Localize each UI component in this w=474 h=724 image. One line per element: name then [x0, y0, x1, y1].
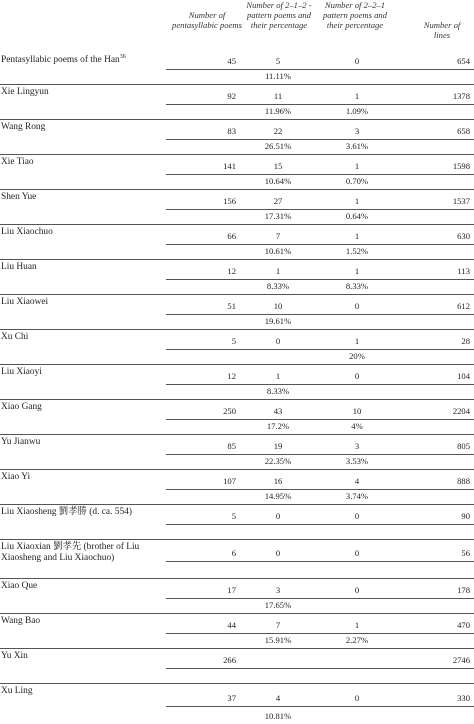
row-name-text: Pentasyllabic poems of the Han	[1, 55, 120, 66]
cell-line-count: 612	[457, 301, 470, 311]
cell-poem-count: 51	[227, 301, 236, 311]
cell-212-percent: 22.35%	[264, 456, 292, 466]
cell-poem-count: 250	[223, 406, 236, 416]
cell-line-count: 56	[461, 548, 470, 558]
row-divider	[166, 139, 474, 140]
cell-212-count: 16	[273, 476, 283, 486]
cell-212-percent: 8.33%	[266, 386, 290, 396]
cell-221-count: 3	[354, 441, 360, 451]
row-name	[0, 330, 166, 364]
table-row	[0, 579, 474, 614]
cell-221-percent: 8.33%	[345, 281, 369, 291]
table-row	[0, 260, 474, 295]
row-name	[0, 155, 166, 189]
cell-line-count: 104	[457, 371, 470, 381]
row-name-text: Yu Jianwu	[1, 437, 41, 447]
cell-212-percent: 17.2%	[266, 421, 290, 431]
row-name-text: Xie Tiao	[1, 157, 34, 167]
cell-poem-count: 266	[223, 655, 236, 665]
cell-221-count: 0	[354, 511, 360, 521]
cell-212-percent: 17.65%	[264, 600, 292, 610]
cell-poem-count: 5	[231, 511, 236, 521]
row-name	[0, 190, 166, 224]
cell-212-percent: 15.91%	[264, 635, 292, 645]
row-name-text: Xiao Yi	[1, 472, 31, 482]
cell-line-count: 470	[457, 620, 470, 630]
row-name-text: Liu Huan	[1, 262, 37, 272]
row-divider	[166, 244, 474, 245]
cell-221-count: 3	[354, 126, 360, 136]
cell-212-count: 1	[275, 371, 281, 381]
table-row	[0, 225, 474, 260]
cell-212-count: 0	[275, 548, 281, 558]
header-lines: Number of lines	[423, 20, 461, 40]
row-name	[0, 505, 166, 539]
row-divider	[166, 384, 474, 385]
row-name	[0, 120, 166, 154]
cell-212-percent: 26.51%	[264, 141, 292, 151]
cell-221-count: 1	[354, 336, 360, 346]
cell-212-count: 15	[273, 161, 283, 171]
cell-poem-count: 12	[227, 371, 236, 381]
cell-line-count: 2746	[452, 655, 470, 665]
cell-poem-count: 45	[227, 56, 236, 66]
table-row	[0, 400, 474, 435]
cell-line-count: 90	[461, 511, 470, 521]
table-row	[0, 470, 474, 505]
cell-poem-count: 12	[227, 266, 236, 276]
cell-221-percent: 0.64%	[345, 211, 369, 221]
row-name	[0, 649, 166, 683]
row-name-text: Xu Chi	[1, 332, 29, 342]
cell-221-percent: 4%	[351, 421, 363, 431]
row-name-text: Xu Ling	[1, 686, 33, 696]
cell-221-percent: 0.70%	[345, 176, 369, 186]
cell-212-percent: 8.33%	[266, 281, 290, 291]
row-name-text: Liu Xiaowei	[1, 297, 49, 307]
cell-line-count: 1598	[452, 161, 470, 171]
cell-212-percent: 10.61%	[264, 246, 292, 256]
cell-poem-count: 141	[223, 161, 236, 171]
row-divider	[166, 349, 474, 350]
cell-221-percent: 1.09%	[345, 106, 369, 116]
row-name	[0, 365, 166, 399]
cell-221-count: 0	[354, 371, 360, 381]
cell-212-count: 22	[273, 126, 283, 136]
row-name	[0, 400, 166, 434]
table-row	[0, 155, 474, 190]
cell-poem-count: 92	[227, 91, 236, 101]
table-row	[0, 684, 474, 724]
header-221-pattern: Number of 2–2–1 pattern poems and their percentage	[323, 0, 387, 30]
cell-line-count: 630	[457, 231, 470, 241]
row-name	[0, 614, 166, 648]
row-name	[0, 295, 166, 329]
cell-line-count: 330	[457, 693, 470, 703]
cell-212-percent: 11.11%	[265, 71, 291, 81]
row-divider	[166, 524, 474, 525]
row-name-text: Liu Xiaochuo	[1, 227, 53, 237]
cell-212-count: 7	[275, 231, 281, 241]
row-name	[0, 225, 166, 259]
row-name-text: Xie Lingyun	[1, 87, 49, 97]
row-name	[0, 540, 166, 578]
row-name	[0, 684, 166, 724]
row-divider	[166, 69, 474, 70]
table-row	[0, 330, 474, 365]
row-divider	[166, 489, 474, 490]
cell-221-percent: 20%	[349, 351, 365, 361]
cell-212-count: 19	[273, 441, 283, 451]
cell-line-count: 1537	[452, 196, 470, 206]
cell-212-percent: 10.81%	[264, 711, 292, 721]
cell-221-count: 1	[354, 266, 360, 276]
row-divider	[166, 598, 474, 599]
cell-212-percent: 17.31%	[264, 211, 292, 221]
table-row	[0, 649, 474, 684]
table-row	[0, 540, 474, 579]
cell-212-percent: 10.64%	[264, 176, 292, 186]
cell-221-count: 1	[354, 161, 360, 171]
row-name-text: Wang Bao	[1, 616, 41, 626]
cell-212-count: 5	[275, 56, 281, 66]
cell-line-count: 1378	[452, 91, 470, 101]
row-name	[0, 470, 166, 504]
cell-poem-count: 107	[223, 476, 236, 486]
cell-poem-count: 17	[227, 585, 236, 595]
cell-poem-count: 85	[227, 441, 236, 451]
row-name	[0, 260, 166, 294]
cell-212-count: 43	[273, 406, 283, 416]
table-row	[0, 190, 474, 225]
row-divider	[166, 279, 474, 280]
row-name	[0, 50, 166, 84]
cell-line-count: 2204	[452, 406, 470, 416]
cell-221-count: 0	[354, 56, 360, 66]
cell-221-count: 1	[354, 91, 360, 101]
cell-221-percent: 1.52%	[345, 246, 369, 256]
cell-221-count: 0	[354, 301, 360, 311]
row-divider	[166, 668, 474, 669]
cell-221-count: 0	[354, 548, 360, 558]
table-row	[0, 50, 474, 85]
header-pentasyllabic: Number of pentasyllabic poems	[172, 10, 242, 30]
row-name	[0, 435, 166, 469]
cell-poem-count: 44	[227, 620, 236, 630]
row-name-text: Wang Rong	[1, 122, 46, 132]
row-divider	[166, 561, 474, 562]
cell-212-count: 27	[273, 196, 283, 206]
table-row	[0, 85, 474, 120]
cell-221-percent: 3.61%	[345, 141, 369, 151]
cell-212-count: 0	[275, 336, 281, 346]
cell-line-count: 113	[457, 266, 470, 276]
row-divider	[166, 174, 474, 175]
table-row	[0, 365, 474, 400]
row-name-text: Shen Yue	[1, 192, 37, 202]
cell-221-count: 10	[352, 406, 362, 416]
row-name-text: Xiao Gang	[1, 402, 42, 412]
cell-212-percent: 11.96%	[264, 106, 292, 116]
cell-poem-count: 83	[227, 126, 236, 136]
cell-221-count: 1	[354, 196, 360, 206]
cell-line-count: 178	[457, 585, 470, 595]
row-name-text: Liu Xiaosheng 劉孝勝 (d. ca. 554)	[1, 507, 132, 517]
cell-line-count: 888	[457, 476, 470, 486]
footnote-marker: 36	[119, 54, 126, 60]
cell-line-count: 805	[457, 441, 470, 451]
row-divider	[166, 706, 474, 707]
row-name	[0, 579, 166, 613]
row-divider	[166, 454, 474, 455]
row-divider	[166, 633, 474, 634]
row-name-text: Liu Xiaoxian 劉孝先 (brother of Liu Xiaosheng and Liu Xiaochuo)	[1, 542, 140, 563]
table-row	[0, 614, 474, 649]
row-name-text: Yu Xin	[1, 651, 28, 661]
cell-221-percent: 3.53%	[345, 456, 369, 466]
cell-212-count: 7	[275, 620, 281, 630]
cell-212-count: 3	[275, 585, 281, 595]
table-row	[0, 435, 474, 470]
row-name-text: Liu Xiaoyi	[1, 367, 42, 377]
cell-221-count: 0	[354, 585, 360, 595]
cell-212-percent: 14.95%	[264, 491, 292, 501]
table-body	[0, 50, 474, 724]
cell-poem-count: 6	[231, 548, 236, 558]
cell-212-count: 1	[275, 266, 281, 276]
cell-line-count: 654	[457, 56, 470, 66]
cell-212-count: 4	[275, 693, 281, 703]
row-divider	[166, 419, 474, 420]
row-divider	[166, 314, 474, 315]
cell-212-count: 10	[273, 301, 283, 311]
cell-poem-count: 156	[223, 196, 236, 206]
cell-221-percent: 2.27%	[345, 635, 369, 645]
cell-221-count: 0	[354, 693, 360, 703]
cell-line-count: 658	[457, 126, 470, 136]
cell-poem-count: 37	[227, 693, 236, 703]
row-divider	[166, 209, 474, 210]
row-name	[0, 85, 166, 119]
cell-line-count: 28	[461, 336, 470, 346]
cell-212-count: 0	[275, 511, 281, 521]
cell-212-percent: 19.61%	[264, 316, 292, 326]
cell-221-count: 1	[354, 231, 360, 241]
cell-poem-count: 66	[227, 231, 236, 241]
row-divider	[166, 104, 474, 105]
table-row	[0, 505, 474, 540]
cell-poem-count: 5	[231, 336, 236, 346]
cell-212-count: 11	[273, 91, 283, 101]
table-row	[0, 295, 474, 330]
header-212-pattern: Number of 2–1–2 -pattern poems and their percentage	[246, 0, 312, 30]
table-row	[0, 120, 474, 155]
cell-221-percent: 3.74%	[345, 491, 369, 501]
cell-221-count: 4	[354, 476, 360, 486]
cell-221-count: 1	[354, 620, 360, 630]
row-name-text: Xiao Que	[1, 581, 38, 591]
